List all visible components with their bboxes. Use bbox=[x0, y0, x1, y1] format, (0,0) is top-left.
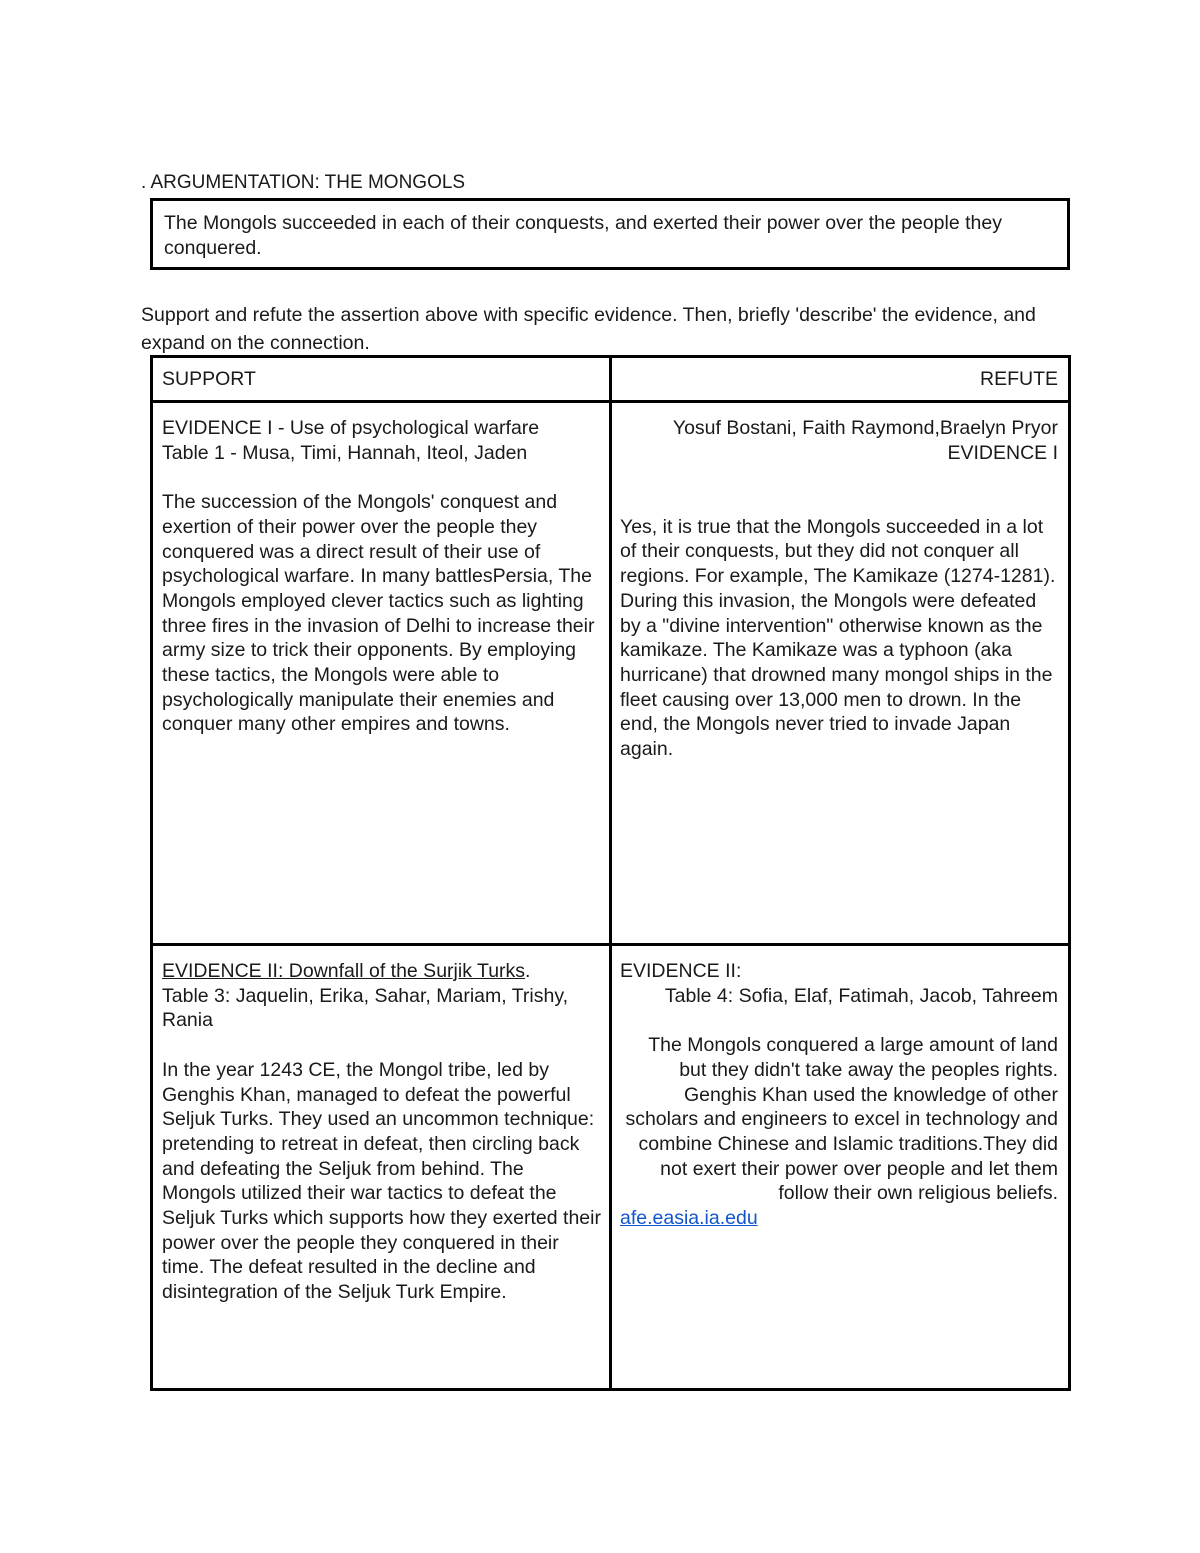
table-row-divider-1 bbox=[150, 400, 1071, 403]
table-column-divider bbox=[609, 355, 612, 1391]
refute-evidence-1-body: Yes, it is true that the Mongols succeeded in a lot of their conquests, but they did not conquer all regions. For example, The Kamikaze (1274-1281). During this invasion, the Mongols were defeated by a "divine intervention" otherwise known as the kamikaze. The Kamikaze was a typhoon (aka hurricane) that drowned many mongol ships in the fleet causing over 13,000 men to drown. In the end, the Mongols never tried to invade Japan again. bbox=[620, 515, 1056, 761]
page-heading: . ARGUMENTATION: THE MONGOLS bbox=[141, 172, 466, 193]
table-border-left bbox=[150, 355, 153, 1391]
evidence-table bbox=[150, 355, 1071, 1391]
refute-evidence-1-group: Yosuf Bostani, Faith Raymond,Braelyn Pryor bbox=[672, 417, 1058, 439]
refute-evidence-2-group: Table 4: Sofia, Elaf, Fatimah, Jacob, Tahreem bbox=[664, 984, 1058, 1007]
support-evidence-2-title-suffix: . bbox=[525, 960, 531, 982]
support-evidence-2-cell bbox=[162, 959, 602, 1305]
support-evidence-1-body: The succession of the Mongols' conquest and exertion of their power over the people they conquered was a direct result of their use of psychological warfare. In many battlesPersia, The Mongols employed clever tactics such as lighting three fires in the invasion of Delhi to increase their army size to trick their opponents. By employing these tactics, the Mongols were able to psychologically manipulate their enemies and conquer many other empires and towns. bbox=[162, 491, 595, 736]
support-evidence-2-body: In the year 1243 CE, the Mongol tribe, led by Genghis Khan, managed to defeat the powerful Seljuk Turks. They used an uncommon technique: pretending to retreat in defeat, then circling back and defeating the Seljuk from behind. The Mongols utilized their war tactics to defeat the Seljuk Turks which supports how they exerted their power over the people they conquered in their time. The defeat resulted in the decline and disintegration of the Seljuk Turk Empire. bbox=[162, 1058, 601, 1304]
instructions-text: Support and refute the assertion above with specific evidence. Then, briefly 'describe' the evidence, and expand on the connection. bbox=[141, 304, 1036, 354]
claim-text: The Mongols succeeded in each of their conquests, and exerted their power over the people they conquered. bbox=[164, 212, 1002, 259]
support-header-cell bbox=[162, 367, 602, 392]
table-row-divider-2 bbox=[150, 943, 1071, 946]
refute-evidence-1-cell bbox=[620, 416, 1058, 762]
refute-evidence-2-cell bbox=[620, 959, 1058, 1231]
refute-evidence-2-title: EVIDENCE II: bbox=[620, 960, 742, 982]
refute-evidence-2-body-1: The Mongols conquered a large amount of land but they didn't take away the peoples rights. bbox=[648, 1034, 1058, 1081]
support-evidence-2-group: Table 3: Jaquelin, Erika, Sahar, Mariam, Trishy, Rania bbox=[162, 984, 569, 1032]
support-header: SUPPORT bbox=[162, 368, 256, 390]
support-evidence-2-heading bbox=[162, 959, 602, 984]
refute-evidence-2-body-2: Genghis Khan used the knowledge of other scholars and engineers to excel in technology and combine Chinese and Islamic traditions.They did not exert their power over people and let them follow their own religious beliefs. bbox=[625, 1083, 1058, 1205]
source-link[interactable]: afe.easia.ia.edu bbox=[620, 1207, 758, 1230]
support-evidence-1-cell bbox=[162, 416, 602, 737]
support-evidence-1-group: Table 1 - Musa, Timi, Hannah, Iteol, Jaden bbox=[162, 441, 528, 464]
refute-evidence-1-title: EVIDENCE I bbox=[947, 441, 1058, 464]
claim-box bbox=[150, 198, 1070, 270]
support-evidence-1-title: EVIDENCE I - Use of psychological warfare bbox=[162, 417, 540, 439]
support-evidence-2-title: EVIDENCE II: Downfall of the Surjik Turks bbox=[162, 960, 526, 982]
table-border-right bbox=[1068, 355, 1071, 1391]
refute-header-cell bbox=[620, 367, 1058, 392]
refute-header: REFUTE bbox=[980, 368, 1058, 390]
